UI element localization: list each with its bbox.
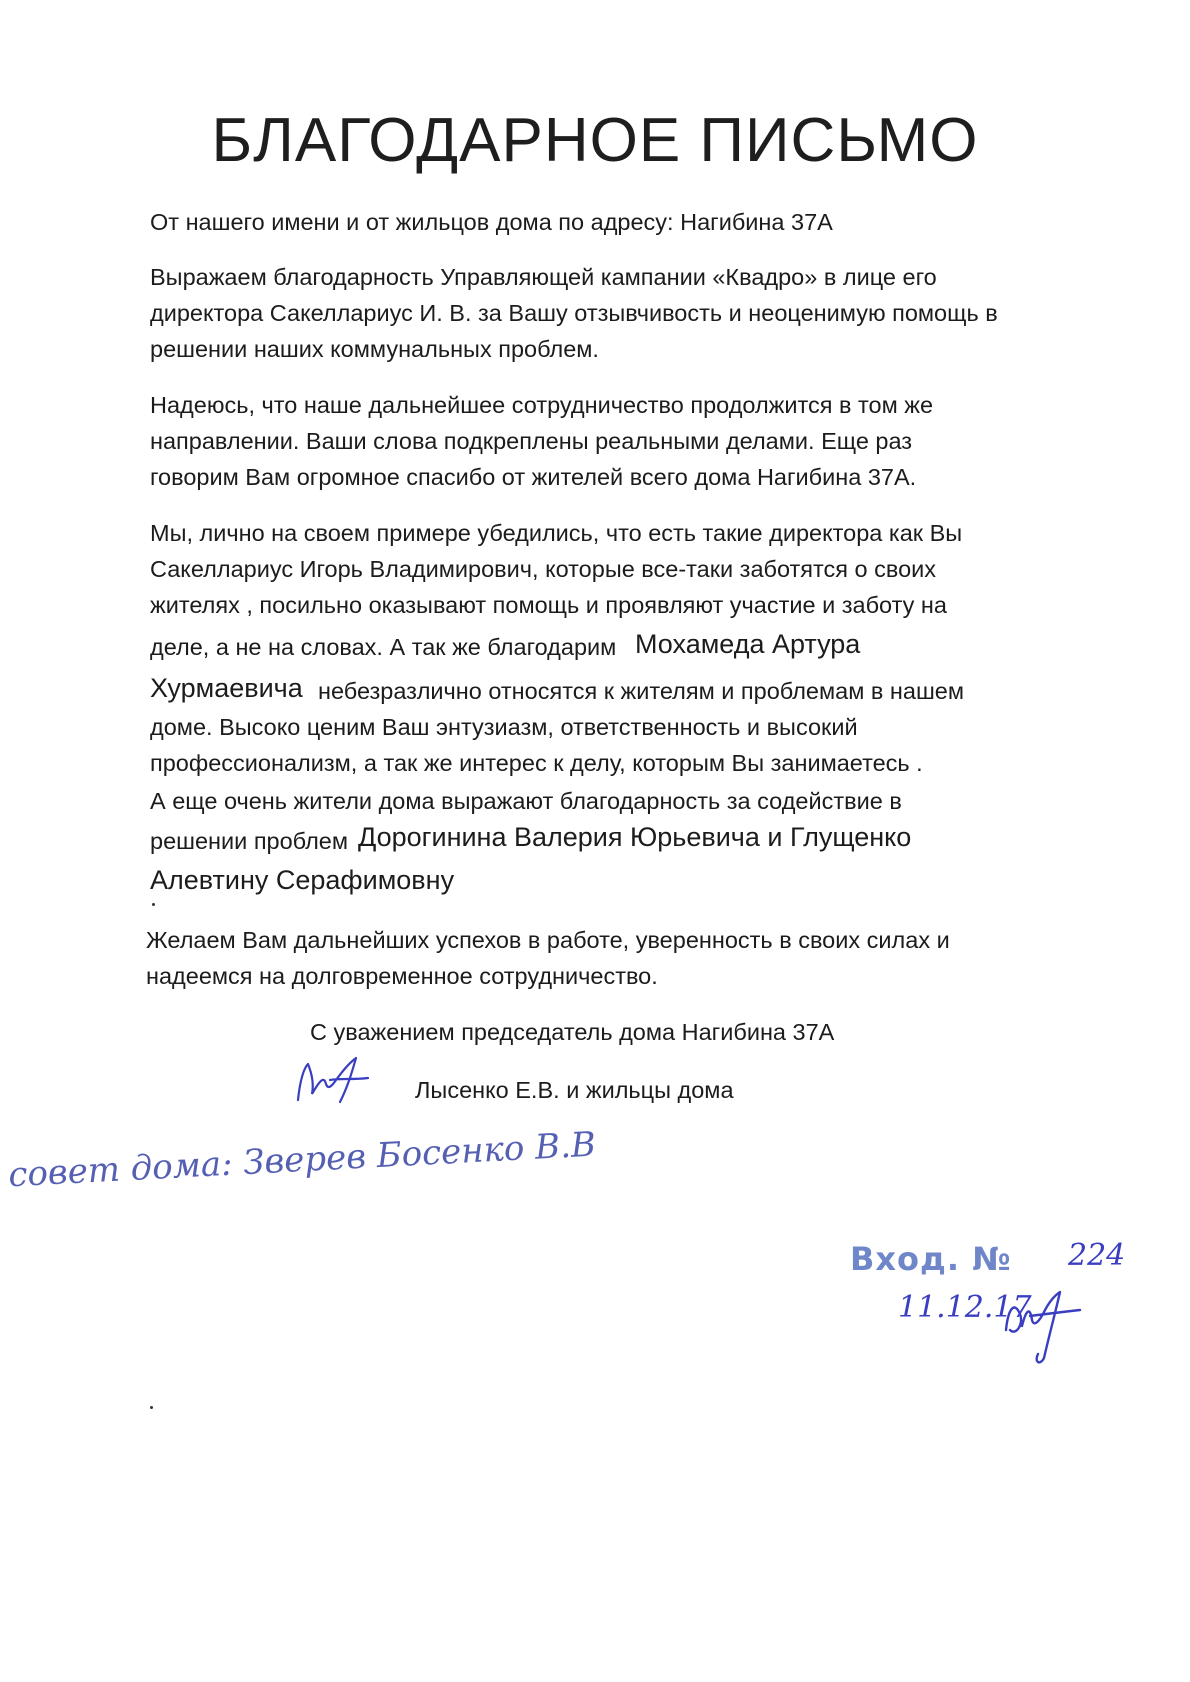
paragraph3-line7: профессионализм, а так же интерес к делу, которым Вы занимаетесь . xyxy=(150,750,923,776)
paragraph3-line6: доме. Высоко ценим Ваш энтузиазм, ответственность и высокий xyxy=(150,714,858,740)
paragraph3-line2: Сакеллариус Игорь Владимирович, которые все-таки заботятся о своих xyxy=(150,556,937,582)
paragraph1-line2: директора Сакеллариус И. В. за Вашу отзывчивость и неоценимую помощь в xyxy=(150,300,998,326)
paragraph3-line1: Мы, лично на своем примере убедились, что есть такие директора как Вы xyxy=(150,520,963,546)
paragraph3-line5-rest: небезразлично относятся к жителям и проблемам в нашем xyxy=(318,678,965,704)
paragraph3-line3: жителях , посильно оказывают помощь и проявляют участие и заботу на xyxy=(150,592,947,618)
paragraph4-line1: Желаем Вам дальнейших успехов в работе, уверенность в своих силах и xyxy=(146,927,950,953)
name-khurmaevicha: Хурмаевича xyxy=(150,673,303,703)
stray-mark xyxy=(152,903,155,906)
paragraph2-line1: Надеюсь, что наше дальнейшее сотрудничество продолжится в том же xyxy=(150,392,934,418)
chairman-signature xyxy=(290,1050,380,1110)
stamp-signature xyxy=(1000,1270,1090,1370)
name-doroginina-glushchenko: Дорогинина Валерия Юрьевича и Глущенко xyxy=(358,822,912,852)
paragraph4-line2: надеемся на долговременное сотрудничество. xyxy=(146,963,658,989)
council-handwritten-note: совет дома: Зверев Босенко В.В xyxy=(7,1124,597,1196)
paragraph3-line9-start: решении проблем xyxy=(150,828,349,854)
paragraph3-line4: деле, а не на словах. А так же благодарим xyxy=(150,634,617,660)
name-mohameda-artura: Мохамеда Артура xyxy=(635,629,861,659)
incoming-stamp-label: Вход. № xyxy=(850,1240,1012,1278)
paragraph1-line3: решении наших коммунальных проблем. xyxy=(150,336,599,362)
letter-title: БЛАГОДАРНОЕ ПИСЬМО xyxy=(211,106,979,175)
paragraph2-line2: направлении. Ваши слова подкреплены реальными делами. Еще раз xyxy=(150,428,913,454)
paragraph3-line8: А еще очень жители дома выражают благодарность за содействие в xyxy=(150,788,902,814)
signatory-line: Лысенко Е.В. и жильцы дома xyxy=(415,1077,734,1103)
incoming-stamp-date: 11.12.17 xyxy=(898,1290,1032,1325)
incoming-stamp-number: 224 xyxy=(1068,1238,1126,1273)
paragraph2-line3: говорим Вам огромное спасибо от жителей всего дома Нагибина 37А. xyxy=(150,464,917,490)
closing-line: С уважением председатель дома Нагибина 37А xyxy=(310,1019,835,1045)
name-alevtinu-serafimovnu: Алевтину Серафимовну xyxy=(150,865,455,895)
paragraph1-line1: Выражаем благодарность Управляющей кампании «Квадро» в лице его xyxy=(150,264,937,290)
intro-line: От нашего имени и от жильцов дома по адресу: Нагибина 37А xyxy=(150,209,833,235)
stray-mark-bottom xyxy=(150,1406,153,1409)
